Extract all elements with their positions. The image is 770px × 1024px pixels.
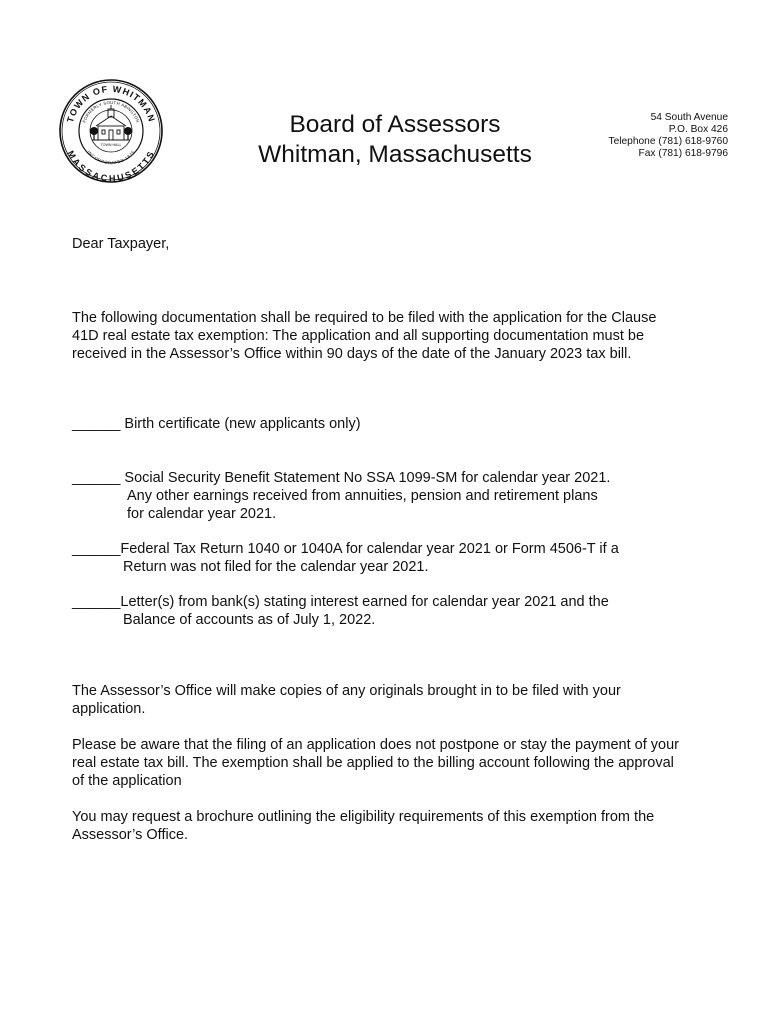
seal-inner-top-text: FORMERLY SOUTH ABINGTON	[81, 99, 141, 124]
checklist-item-text: ______ Birth certificate (new applicants only)	[72, 416, 361, 432]
svg-text:FORMERLY SOUTH ABINGTON	[81, 100, 140, 123]
title-line-2: Whitman, Massachusetts	[258, 141, 532, 168]
town-seal	[58, 78, 164, 184]
copies-paragraph: The Assessor’s Office will make copies of any originals brought in to be filed with your application.	[72, 683, 621, 717]
checklist-item-continuation: Return was not filed for the calendar year 2021.	[123, 558, 429, 575]
checklist-item-continuation: Balance of accounts as of July 1, 2022.	[123, 611, 376, 628]
seal-emblem-icon	[58, 78, 164, 184]
salutation: Dear Taxpayer,	[72, 236, 170, 252]
address-po-box: P.O. Box 426	[668, 124, 728, 135]
checklist-item-social-security	[72, 470, 692, 523]
checklist-item-text: ______ Social Security Benefit Statement No SSA 1099-SM for calendar year 2021.	[72, 470, 611, 486]
seal-building-text: TOWN HALL	[100, 143, 122, 147]
payment-notice-paragraph: Please be aware that the filing of an application does not postpone or stay the payment of your real estate tax bill. The exemption shall be applied to the billing account following the approval of the application	[72, 737, 679, 789]
address-street: 54 South Avenue	[650, 112, 728, 123]
svg-text:MASSACHUSETTS	[65, 149, 156, 184]
title-line-1: Board of Assessors	[289, 111, 501, 138]
checklist-item-text: ______Letter(s) from bank(s) stating interest earned for calendar year 2021 and the	[72, 594, 609, 610]
checklist-item-text: ______Federal Tax Return 1040 or 1040A for calendar year 2021 or Form 4506-T if a	[72, 541, 619, 557]
checklist-item-continuation: for calendar year 2021.	[127, 505, 277, 522]
checklist-item-federal-tax-return	[72, 541, 692, 577]
seal-ring-top-text: TOWN OF WHITMAN	[65, 83, 158, 124]
checklist-item-birth-certificate	[72, 416, 692, 434]
seal-inner-bottom-text: INCORPORATED 1875	[86, 149, 136, 166]
checklist-item-continuation: Any other earnings received from annuities, pension and retirement plans	[127, 487, 598, 504]
address-telephone: Telephone (781) 618-9760	[608, 136, 728, 147]
letterhead-title	[250, 110, 540, 170]
seal-ring-bottom-text: MASSACHUSETTS	[65, 148, 157, 184]
office-address	[608, 112, 728, 160]
checklist-item-bank-letters	[72, 594, 692, 630]
address-fax: Fax (781) 618-9796	[638, 148, 728, 159]
brochure-paragraph: You may request a brochure outlining the eligibility requirements of this exemption from the Assessor’s Office.	[72, 809, 655, 843]
intro-paragraph: The following documentation shall be required to be filed with the application for the Clause 41D real estate tax exemption: The application and all supporting documentation must be received in the Assessor’s Office within 90 days of the date of the January 2023 tax bill.	[72, 310, 657, 362]
